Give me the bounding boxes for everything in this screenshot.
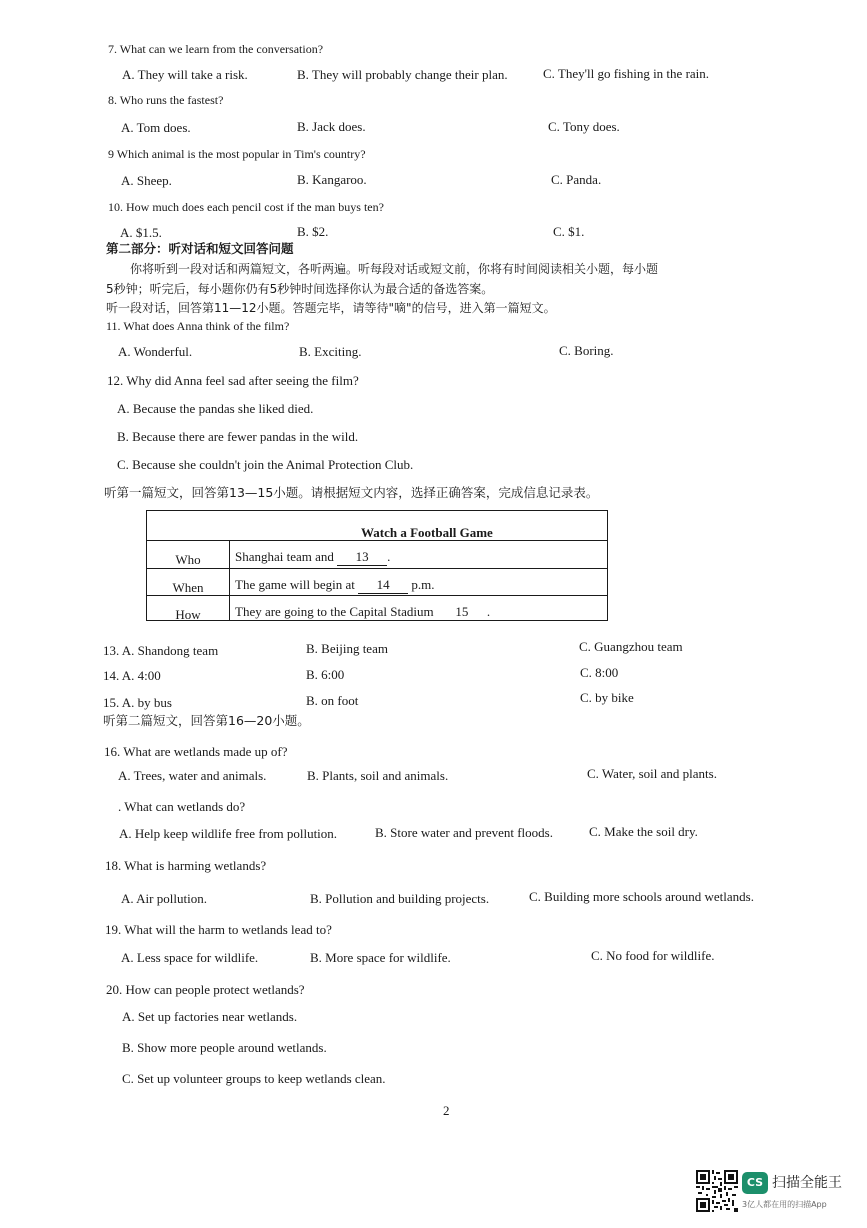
q15-option-a: 15. A. by bus [103, 695, 172, 710]
table-row-who [235, 549, 390, 566]
answer-blank-14: 14 [358, 577, 408, 594]
answer-blank-15: 15 [437, 604, 487, 621]
passage2-instructions: 听第二篇短文，回答第16—20小题。 [103, 713, 310, 728]
table-row-label-who: Who [175, 552, 201, 567]
q17-option-a: A. Help keep wildlife free from pollution. [119, 826, 338, 841]
table-header [147, 511, 607, 541]
info-record-table [146, 510, 608, 621]
q8-option-a: A. Tom does. [121, 120, 191, 135]
table-cell-suffix: . [387, 549, 391, 564]
q12-option-b: B. Because there are fewer pandas in the wild. [117, 429, 359, 444]
q16-stem: 16. What are wetlands made up of? [104, 744, 288, 759]
q12-option-c: C. Because she couldn't join the Animal Protection Club. [117, 457, 414, 472]
q7-option-b: B. They will probably change their plan. [297, 67, 508, 82]
q18-option-c: C. Building more schools around wetlands. [529, 889, 754, 904]
brand-tagline: 3亿人都在用的扫描App [742, 1200, 827, 1209]
q10-option-b: B. $2. [297, 224, 329, 239]
table-column-divider [229, 540, 230, 620]
q8-stem: 8. Who runs the fastest? [108, 93, 224, 107]
dialog-instructions: 听一段对话，回答第11—12小题。答题完毕，请等待"嘀"的信号，进入第一篇短文。 [106, 301, 556, 315]
q10-option-a: A. $1.5. [120, 225, 162, 240]
q16-option-a: A. Trees, water and animals. [118, 768, 267, 783]
table-row-how [235, 604, 490, 621]
q12-stem: 12. Why did Anna feel sad after seeing the film? [107, 373, 359, 388]
table-cell-text: The game will begin at [235, 577, 355, 592]
table-cell-text: They are going to the Capital Stadium [235, 604, 434, 619]
q7-stem: 7. What can we learn from the conversation? [108, 42, 324, 56]
q15-option-c: C. by bike [580, 690, 634, 705]
q15-option-b: B. on foot [306, 693, 359, 708]
q8-option-c: C. Tony does. [548, 119, 620, 134]
table-row-when [235, 577, 434, 594]
q7-option-c: C. They'll go fishing in the rain. [543, 66, 710, 81]
q11-stem: 11. What does Anna think of the film? [106, 319, 290, 333]
q9-option-b: B. Kangaroo. [297, 172, 367, 187]
q11-option-a: A. Wonderful. [118, 344, 193, 359]
q13-option-b: B. Beijing team [306, 641, 388, 656]
table-title: Watch a Football Game [361, 525, 493, 540]
q9-option-a: A. Sheep. [121, 173, 172, 188]
q13-option-c: C. Guangzhou team [579, 639, 683, 654]
brand-name: 扫描全能王 [772, 1175, 842, 1191]
page-number: 2 [443, 1103, 450, 1118]
table-cell-text: Shanghai team and [235, 549, 334, 564]
q20-option-a: A. Set up factories near wetlands. [122, 1009, 298, 1024]
q19-option-c: C. No food for wildlife. [591, 948, 715, 963]
q9-option-c: C. Panda. [551, 172, 602, 187]
q17-option-c: C. Make the soil dry. [589, 824, 698, 839]
part2-heading: 第二部分：听对话和短文回答问题 [106, 241, 294, 256]
table-cell-suffix: . [486, 604, 491, 619]
q12-option-a: A. Because the pandas she liked died. [117, 401, 314, 416]
q14-option-c: C. 8:00 [580, 665, 619, 680]
part2-instructions-line2: 5秒钟；听完后，每小题你仍有5秒钟时间选择你认为最合适的备选答案。 [106, 282, 494, 296]
q7-option-a: A. They will take a risk. [122, 67, 248, 82]
answer-blank-13: 13 [337, 549, 387, 566]
q17-stem: . What can wetlands do? [118, 799, 246, 814]
q10-stem: 10. How much does each pencil cost if the man buys ten? [108, 200, 384, 214]
table-row-label-how: How [175, 607, 201, 622]
q16-option-c: C. Water, soil and plants. [587, 766, 717, 781]
table-row-divider [147, 568, 607, 569]
q8-option-b: B. Jack does. [297, 119, 366, 134]
q19-option-a: A. Less space for wildlife. [121, 950, 259, 965]
q18-option-b: B. Pollution and building projects. [310, 891, 490, 906]
q19-option-b: B. More space for wildlife. [310, 950, 451, 965]
q11-option-b: B. Exciting. [299, 344, 362, 359]
q19-stem: 19. What will the harm to wetlands lead to? [105, 922, 332, 937]
part2-instructions-line1: 你将听到一段对话和两篇短文，各听两遍。听每段对话或短文前，你将有时间阅读相关小题，每小题 [130, 262, 659, 276]
q20-stem: 20. How can people protect wetlands? [106, 982, 305, 997]
q20-option-b: B. Show more people around wetlands. [122, 1040, 327, 1055]
q14-option-a: 14. A. 4:00 [103, 668, 161, 683]
q11-option-c: C. Boring. [559, 343, 614, 358]
q17-option-b: B. Store water and prevent floods. [375, 825, 553, 840]
passage1-instructions: 听第一篇短文，回答第13—15小题。请根据短文内容，选择正确答案，完成信息记录表。 [104, 485, 599, 500]
q9-stem: 9 Which animal is the most popular in Tim's country? [108, 147, 366, 161]
table-cell-suffix: p.m. [411, 577, 435, 592]
q18-option-a: A. Air pollution. [121, 891, 207, 906]
q13-option-a: 13. A. Shandong team [103, 643, 219, 658]
q10-option-c: C. $1. [553, 224, 585, 239]
q16-option-b: B. Plants, soil and animals. [307, 768, 449, 783]
camscanner-logo-icon: CS [742, 1172, 768, 1194]
q20-option-c: C. Set up volunteer groups to keep wetlands clean. [122, 1071, 386, 1086]
table-row-label-when: When [172, 580, 204, 595]
q14-option-b: B. 6:00 [306, 667, 345, 682]
q18-stem: 18. What is harming wetlands? [105, 858, 267, 873]
qr-code-icon [696, 1170, 738, 1212]
